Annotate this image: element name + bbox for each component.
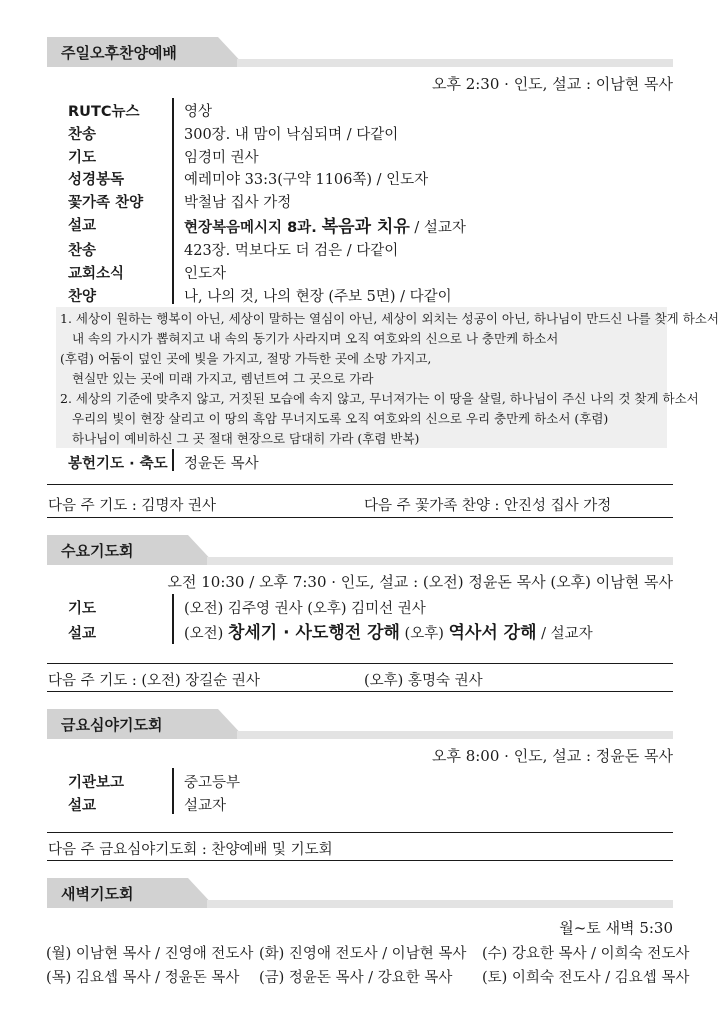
label-divider	[172, 768, 174, 814]
order-label: 기관보고	[68, 775, 125, 791]
next-week-prayer: 다음 주 기도 : 김명자 권사	[48, 498, 217, 514]
lyric-line: 내 속의 가시가 뽑혀지고 내 속의 동기가 사라지며 오직 여호와의 신으로 나 충만케 하소서	[72, 331, 559, 346]
section-title: 주일오후찬양예배	[61, 44, 177, 62]
section-header-dawn	[47, 878, 673, 908]
order-value: 영상	[184, 104, 213, 120]
order-label: 설교	[68, 218, 97, 234]
next-week-prayer: 다음 주 기도 : (오전) 장길순 권사	[48, 673, 260, 689]
service-time: 월~토 새벽 5:30	[559, 919, 673, 937]
dawn-schedule-thu: (목) 김요셉 목사 / 정윤돈 목사	[46, 970, 240, 986]
lyric-line: 우리의 빛이 현장 살리고 이 땅의 흑암 무너지도록 오직 여호와의 신으로 우리 충만케 하소서 (후렴)	[72, 411, 609, 426]
divider-line	[47, 691, 673, 692]
sermon-suffix: / 설교자	[536, 626, 593, 642]
section-header-wednesday	[47, 535, 673, 565]
dawn-schedule-fri: (금) 정윤돈 목사 / 강요한 목사	[259, 970, 453, 986]
lyric-line: 현실만 있는 곳에 미래 가지고, 렘넌트여 그 곳으로 가라	[72, 371, 374, 386]
order-label: 기도	[68, 150, 97, 166]
sermon-suffix: / 설교자	[409, 220, 466, 236]
divider-line	[47, 860, 673, 861]
order-label: 찬양	[68, 289, 97, 305]
order-value: 423장. 먹보다도 더 검은 / 다같이	[184, 243, 399, 259]
order-label: 찬송	[68, 127, 97, 143]
divider-line	[47, 832, 673, 833]
order-value: 나, 나의 것, 나의 현장 (주보 5면) / 다같이	[184, 289, 452, 305]
dawn-schedule-tue: (화) 진영애 전도사 / 이남현 목사	[259, 946, 467, 962]
service-time: 오후 2:30 · 인도, 설교 : 이남현 목사	[431, 75, 673, 93]
order-value: 중고등부	[184, 775, 241, 791]
order-value: 인도자	[184, 266, 227, 282]
order-label: 설교	[68, 626, 97, 642]
order-label: 찬송	[68, 243, 97, 259]
section-title: 새벽기도회	[61, 885, 134, 903]
lyric-line: 2. 세상의 기준에 맞추지 않고, 거짓된 모습에 속지 않고, 무너져가는 이 땅을 살릴, 하나님이 주신 나의 것 찾게 하소서	[60, 391, 699, 406]
section-title: 수요기도회	[61, 542, 134, 560]
section-title: 금요심야기도회	[61, 716, 163, 734]
next-week-prayer-pm: (오후) 홍명숙 권사	[364, 673, 483, 689]
order-value: (오전) 김주영 권사 (오후) 김미선 권사	[184, 601, 426, 617]
section-header-friday	[47, 709, 673, 739]
order-label: 설교	[68, 798, 97, 814]
order-value: 예레미야 33:3(구약 1106쪽) / 인도자	[184, 172, 429, 188]
sermon-am-tag: (오전)	[184, 626, 228, 642]
sermon-value	[184, 212, 466, 237]
order-value: 설교자	[184, 798, 227, 814]
next-week-family: 다음 주 꽃가족 찬양 : 안진성 집사 가정	[364, 498, 612, 514]
dawn-schedule-sat: (토) 이희숙 전도사 / 김요셉 목사	[482, 970, 690, 986]
label-divider	[172, 594, 174, 644]
dawn-schedule-wed: (수) 강요한 목사 / 이희숙 전도사	[482, 946, 690, 962]
dawn-schedule-mon: (월) 이남현 목사 / 진영애 전도사	[46, 946, 254, 962]
lyric-line: 1. 세상이 원하는 행복이 아닌, 세상이 말하는 열심이 아닌, 세상이 외치는 성공이 아닌, 하나님이 만드신 나를 찾게 하소서	[60, 311, 719, 326]
service-time: 오전 10:30 / 오후 7:30 · 인도, 설교 : (오전) 정윤돈 목사 (오후) 이남현 목사	[167, 573, 673, 591]
service-time: 오후 8:00 · 인도, 설교 : 정윤돈 목사	[431, 747, 673, 765]
order-label: 기도	[68, 601, 97, 617]
sermon-pm-tag: (오후)	[399, 626, 449, 642]
lyric-line: 하나님이 예비하신 그 곳 절대 현장으로 담대히 가라 (후렴 반복)	[72, 431, 420, 446]
label-divider	[172, 449, 174, 471]
order-value: 300장. 내 맘이 낙심되며 / 다같이	[184, 127, 399, 143]
order-label: 성경봉독	[68, 172, 125, 188]
next-week-friday: 다음 주 금요심야기도회 : 찬양예배 및 기도회	[48, 842, 333, 858]
sermon-title: 복음과 치유	[321, 217, 410, 237]
order-label: 꽃가족 찬양	[68, 195, 144, 211]
section-header-sunday	[47, 37, 673, 67]
sermon-series: 현장복음메시지 8과.	[184, 220, 322, 236]
sermon-pm-title: 역사서 강해	[448, 623, 537, 643]
lyric-line: (후렴) 어둠이 덮인 곳에 빛을 가지고, 절망 가득한 곳에 소망 가지고,	[60, 351, 432, 366]
order-value: 박철남 집사 가정	[184, 195, 292, 211]
divider-line	[47, 484, 673, 485]
order-label: 교회소식	[68, 266, 125, 282]
benediction-value: 정윤돈 목사	[184, 456, 259, 472]
label-divider	[172, 98, 174, 304]
sermon-value	[184, 618, 593, 643]
order-value: 임경미 권사	[184, 150, 259, 166]
order-label: RUTC뉴스	[68, 104, 140, 120]
sermon-am-title: 창세기 · 사도행전 강해	[227, 623, 400, 643]
divider-line	[47, 663, 673, 664]
divider-line	[47, 517, 673, 518]
benediction-label: 봉헌기도 · 축도	[68, 456, 168, 472]
